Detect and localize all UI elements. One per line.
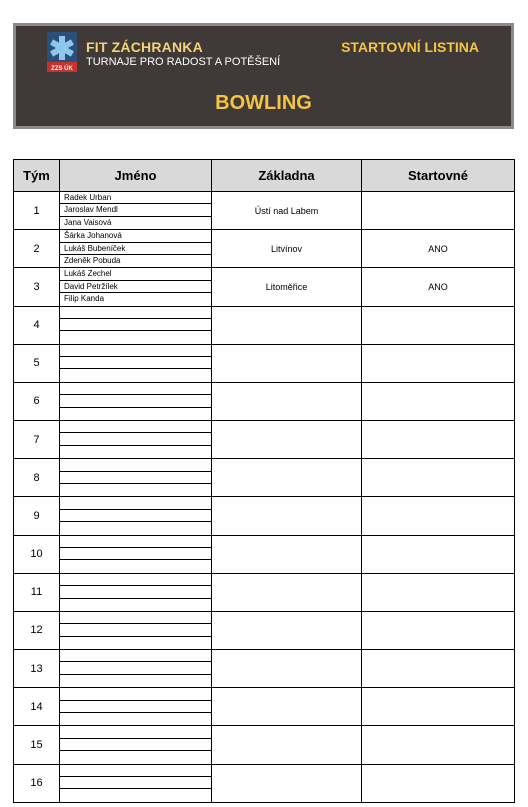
table-row xyxy=(14,421,515,459)
player-name xyxy=(60,510,211,522)
base-cell xyxy=(212,573,362,611)
team-number-cell: 8 xyxy=(14,459,60,497)
player-name xyxy=(60,599,211,611)
base-cell xyxy=(212,497,362,535)
player-name: Jaroslav Mendl xyxy=(60,204,211,216)
table-row xyxy=(14,344,515,382)
table-row xyxy=(14,611,515,649)
column-header-name: Jméno xyxy=(60,160,212,192)
fee-cell xyxy=(362,573,515,611)
column-header-base: Základna xyxy=(212,160,362,192)
player-name xyxy=(60,713,211,725)
table-row xyxy=(14,573,515,611)
table-row xyxy=(14,650,515,688)
player-name xyxy=(60,586,211,598)
event-title: BOWLING xyxy=(215,92,312,114)
fee-cell xyxy=(362,611,515,649)
table-row xyxy=(14,382,515,420)
player-name xyxy=(60,548,211,560)
column-header-fee: Startovné xyxy=(362,160,515,192)
player-name xyxy=(60,395,211,407)
fee-cell xyxy=(362,344,515,382)
player-name xyxy=(60,789,211,801)
fee-cell xyxy=(362,459,515,497)
names-cell xyxy=(60,230,212,268)
team-number-cell: 10 xyxy=(14,535,60,573)
names-cell xyxy=(60,421,212,459)
player-name: Radek Urban xyxy=(60,192,211,204)
player-name: Zdeněk Pobuda xyxy=(64,255,121,265)
team-number-cell: 12 xyxy=(14,611,60,649)
table-header-row xyxy=(14,160,515,192)
fee-cell: ANO xyxy=(362,230,515,268)
names-cell xyxy=(60,459,212,497)
table-row xyxy=(14,306,515,344)
player-name xyxy=(60,536,211,548)
player-name xyxy=(60,408,211,420)
base-cell: Ústí nad Labem xyxy=(212,192,362,230)
team-number-cell: 11 xyxy=(14,573,60,611)
player-name: Filip Kanda xyxy=(64,294,105,304)
player-name xyxy=(60,331,211,343)
team-number-cell: 9 xyxy=(14,497,60,535)
team-number-cell: 2 xyxy=(14,230,60,268)
names-cell xyxy=(60,573,212,611)
player-name xyxy=(60,446,211,458)
base-cell xyxy=(212,344,362,382)
names-cell xyxy=(60,497,212,535)
player-name xyxy=(60,433,211,445)
player-name xyxy=(60,357,211,369)
player-name xyxy=(60,624,211,636)
team-number-cell: 4 xyxy=(14,306,60,344)
player-name: Šárka Johanová xyxy=(60,230,211,242)
player-name: Lukáš Bubeníček xyxy=(60,243,211,255)
player-name xyxy=(60,522,211,534)
fee-cell xyxy=(362,497,515,535)
player-name: Lukáš Zechel xyxy=(60,268,211,280)
team-number-cell: 15 xyxy=(14,726,60,764)
base-cell xyxy=(212,382,362,420)
player-name xyxy=(60,765,211,777)
player-name xyxy=(60,688,211,700)
fee-cell xyxy=(362,382,515,420)
team-number-cell: 14 xyxy=(14,688,60,726)
table-row xyxy=(14,268,515,306)
team-number-cell: 3 xyxy=(14,268,60,306)
player-name xyxy=(60,751,211,763)
player-name xyxy=(60,574,211,586)
base-cell xyxy=(212,764,362,802)
player-name xyxy=(60,459,211,471)
names-cell xyxy=(60,268,212,306)
player-name xyxy=(60,369,211,381)
player-name xyxy=(60,319,211,331)
names-cell xyxy=(60,688,212,726)
names-cell xyxy=(60,650,212,688)
player-name xyxy=(60,701,211,713)
player-name xyxy=(60,675,211,687)
base-cell xyxy=(212,650,362,688)
player-name xyxy=(60,497,211,509)
base-cell xyxy=(212,611,362,649)
roster-table xyxy=(13,159,515,803)
table-row xyxy=(14,726,515,764)
player-name xyxy=(60,421,211,433)
base-cell xyxy=(212,459,362,497)
fee-cell: ANO xyxy=(362,268,515,306)
player-name xyxy=(60,307,211,319)
names-cell xyxy=(60,306,212,344)
player-name xyxy=(60,726,211,738)
table-row xyxy=(14,230,515,268)
player-name xyxy=(60,777,211,789)
team-number-cell: 16 xyxy=(14,764,60,802)
player-name xyxy=(60,739,211,751)
player-name xyxy=(60,637,211,649)
brand-title: FIT ZÁCHRANKA xyxy=(86,39,203,55)
base-cell: Litvínov xyxy=(212,230,362,268)
player-name xyxy=(60,472,211,484)
table-row xyxy=(14,535,515,573)
fee-cell xyxy=(362,726,515,764)
base-cell xyxy=(212,535,362,573)
team-number-cell: 13 xyxy=(14,650,60,688)
base-cell xyxy=(212,726,362,764)
fee-cell xyxy=(362,421,515,459)
names-cell xyxy=(60,611,212,649)
team-number-cell: 1 xyxy=(14,192,60,230)
names-cell xyxy=(60,726,212,764)
base-cell xyxy=(212,306,362,344)
fee-cell xyxy=(362,764,515,802)
table-row xyxy=(14,688,515,726)
player-name xyxy=(60,560,211,572)
player-name xyxy=(60,484,211,496)
column-header-team: Tým xyxy=(14,160,60,192)
player-name xyxy=(60,383,211,395)
fee-cell xyxy=(362,535,515,573)
base-cell: Litoměřice xyxy=(212,268,362,306)
player-name xyxy=(60,662,211,674)
table-row xyxy=(14,459,515,497)
player-name: David Petržílek xyxy=(60,281,211,293)
brand-tagline: TURNAJE PRO RADOST A POTĚŠENÍ xyxy=(86,56,281,68)
names-cell xyxy=(60,192,212,230)
fee-cell xyxy=(362,192,515,230)
team-number-cell: 5 xyxy=(14,344,60,382)
header-banner xyxy=(13,23,514,129)
table-row xyxy=(14,192,515,230)
names-cell xyxy=(60,764,212,802)
player-name: Jana Vaisová xyxy=(64,217,112,227)
table-row xyxy=(14,497,515,535)
names-cell xyxy=(60,535,212,573)
fee-cell xyxy=(362,650,515,688)
names-cell xyxy=(60,344,212,382)
svg-text:ZZS ÚK: ZZS ÚK xyxy=(51,66,73,72)
base-cell xyxy=(212,421,362,459)
player-name xyxy=(60,650,211,662)
team-number-cell: 7 xyxy=(14,421,60,459)
names-cell xyxy=(60,382,212,420)
fee-cell xyxy=(362,306,515,344)
player-name xyxy=(60,345,211,357)
base-cell xyxy=(212,688,362,726)
player-name xyxy=(60,612,211,624)
star-of-life-logo-icon xyxy=(47,32,77,72)
team-number-cell: 6 xyxy=(14,382,60,420)
document-type: STARTOVNÍ LISTINA xyxy=(341,39,479,55)
fee-cell xyxy=(362,688,515,726)
table-row xyxy=(14,764,515,802)
